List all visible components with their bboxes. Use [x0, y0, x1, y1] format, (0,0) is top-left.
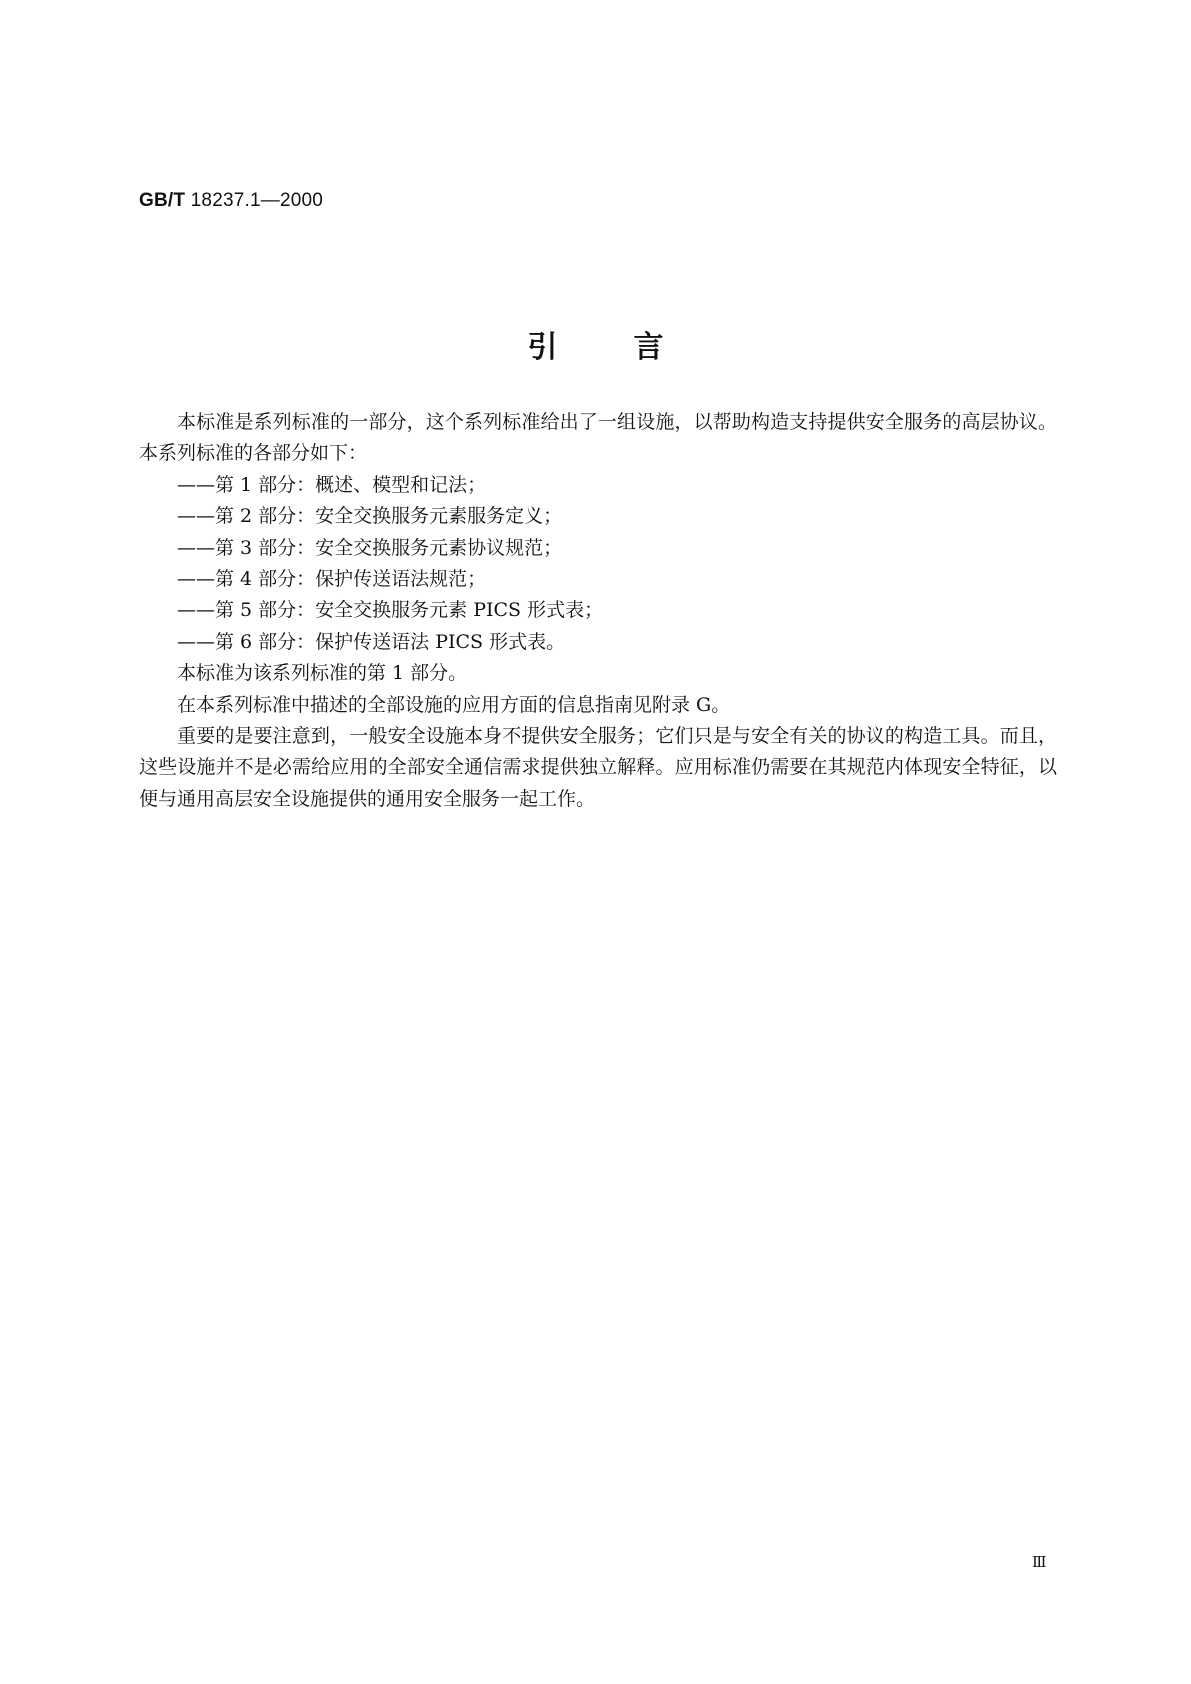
paragraph-part-statement: 本标准为该系列标准的第 1 部分。	[177, 662, 468, 685]
list-item-part-2: ——第 2 部分：安全交换服务元素服务定义；	[177, 505, 563, 528]
section-body	[139, 407, 1057, 815]
list-item-part-5: ——第 5 部分：安全交换服务元素 PICS 形式表；	[177, 599, 604, 622]
list-item-part-6: ——第 6 部分：保护传送语法 PICS 形式表。	[177, 630, 566, 653]
standard-code-prefix: GB/T	[139, 190, 186, 211]
list-item-part-3: ——第 3 部分：安全交换服务元素协议规范；	[177, 536, 563, 559]
standard-code-number: 18237.1—2000	[185, 190, 324, 211]
standard-code	[139, 190, 323, 212]
paragraph-intro: 本标准是系列标准的一部分，这个系列标准给出了一组设施，以帮助构造支持提供安全服务的高层协议。本系列标准的各部分如下：	[139, 411, 1057, 465]
page-number: Ⅲ	[1032, 1553, 1047, 1571]
list-item-part-1: ——第 1 部分：概述、模型和记法；	[177, 473, 487, 496]
paragraph-annex-reference: 在本系列标准中描述的全部设施的应用方面的信息指南见附录 G。	[177, 693, 731, 716]
section-title: 引言	[527, 330, 740, 365]
paragraph-security-note: 重要的是要注意到，一般安全设施本身不提供安全服务；它们只是与安全有关的协议的构造工具。而且，这些设施并不是必需给应用的全部安全通信需求提供独立解释。应用标准仍需要在其规范内体现安全特征，以便与通用高层安全设施提供的通用安全服务一起工作。	[139, 725, 1057, 810]
list-item-part-4: ——第 4 部分：保护传送语法规范；	[177, 568, 487, 591]
